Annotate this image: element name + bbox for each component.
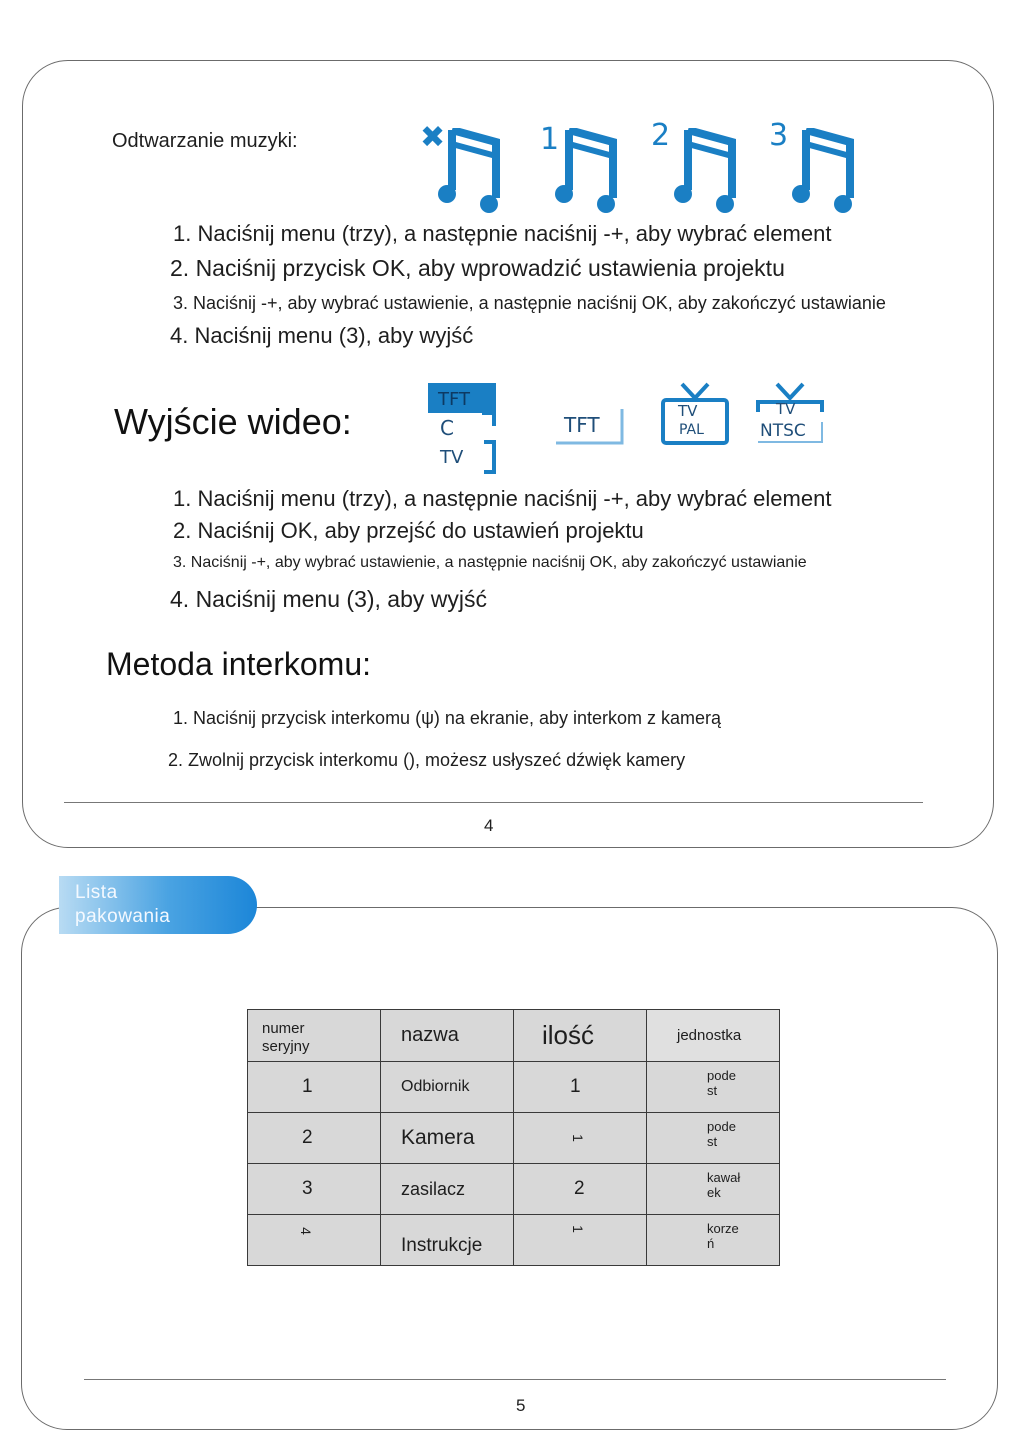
video-step-3: 3. Naciśnij -+, aby wybrać ustawienie, a następnie naciśnij OK, aby zakończyć ustawianie [173, 554, 807, 571]
ntsc-top-label: TV [776, 400, 796, 418]
music-mode-2-badge: 2 [651, 118, 671, 153]
header-serial-number: numer seryjny [248, 1010, 381, 1062]
intercom-step-1: 1. Naciśnij przycisk interkomu (ψ) na ekranie, aby interkom z kamerą [173, 708, 722, 728]
video-step-1: 1. Naciśnij menu (trzy), a następnie naciśnij -+, aby wybrać element [173, 486, 832, 511]
video-menu-tft: TFT [438, 389, 471, 410]
music-step-2: 2. Naciśnij przycisk OK, aby wprowadzić ustawienia projektu [170, 255, 785, 281]
footer-divider-top [64, 802, 923, 803]
table-row [248, 1113, 780, 1164]
music-mode-3-badge: 3 [769, 118, 789, 153]
page-number-bottom: 5 [516, 1396, 526, 1415]
video-step-2: 2. Naciśnij OK, aby przejść do ustawień projektu [173, 518, 644, 543]
music-step-3: 3. Naciśnij -+, aby wybrać ustawienie, a następnie naciśnij OK, aby zakończyć ustawianie [173, 293, 886, 313]
row-unit: korze ń [647, 1215, 780, 1266]
table-row [248, 1164, 780, 1215]
row-qty: 2 [514, 1164, 647, 1215]
pal-label: PAL [679, 422, 704, 438]
pal-top-label: TV [678, 402, 698, 420]
music-step-1: 1. Naciśnij menu (trzy), a następnie naciśnij -+, aby wybrać element [173, 221, 832, 246]
packing-tab-line1: Lista [75, 882, 118, 903]
video-menu-c: C [440, 416, 454, 440]
video-step-4: 4. Naciśnij menu (3), aby wyjść [170, 586, 487, 612]
row-qty: 1 [514, 1062, 647, 1113]
table-header-row [248, 1010, 780, 1062]
header-name: nazwa [381, 1010, 514, 1062]
packing-table [247, 1009, 780, 1266]
table-row [248, 1215, 780, 1266]
music-note-icon [792, 128, 856, 214]
music-playback-label: Odtwarzanie muzyki: [112, 130, 298, 152]
footer-divider-bottom [84, 1379, 946, 1380]
table-row [248, 1062, 780, 1113]
music-note-off-icon [438, 128, 502, 214]
row-serial: 4 [248, 1215, 381, 1266]
music-step-4: 4. Naciśnij menu (3), aby wyjść [170, 323, 474, 348]
row-qty: 1 [514, 1113, 647, 1164]
row-unit: pode st [647, 1113, 780, 1164]
header-quantity: ilość [514, 1010, 647, 1062]
row-name: Instrukcje [381, 1215, 514, 1266]
video-menu-tv: TV [440, 447, 464, 468]
tft-label: TFT [564, 413, 600, 437]
row-unit: pode st [647, 1062, 780, 1113]
header-unit: jednostka [647, 1010, 780, 1062]
row-name: zasilacz [381, 1164, 514, 1215]
page-number-top: 4 [484, 816, 494, 835]
row-serial: 3 [248, 1164, 381, 1215]
row-serial: 2 [248, 1113, 381, 1164]
music-note-icon [674, 128, 738, 214]
intercom-step-2: 2. Zwolnij przycisk interkomu (), możesz usłyszeć dźwięk kamery [168, 750, 686, 770]
row-unit: kawał ek [647, 1164, 780, 1215]
row-serial: 1 [248, 1062, 381, 1113]
row-name: Odbiornik [381, 1062, 514, 1113]
music-off-badge: ✖ [420, 120, 446, 155]
row-qty: 1 [514, 1215, 647, 1266]
packing-list-tab [59, 876, 257, 934]
intercom-title: Metoda interkomu: [106, 646, 372, 682]
packing-tab-line2: pakowania [75, 906, 171, 927]
ntsc-label: NTSC [760, 421, 806, 441]
music-mode-1-badge: 1 [540, 122, 560, 157]
music-note-icon [555, 128, 619, 214]
row-name: Kamera [381, 1113, 514, 1164]
video-output-title: Wyjście wideo: [114, 401, 352, 442]
